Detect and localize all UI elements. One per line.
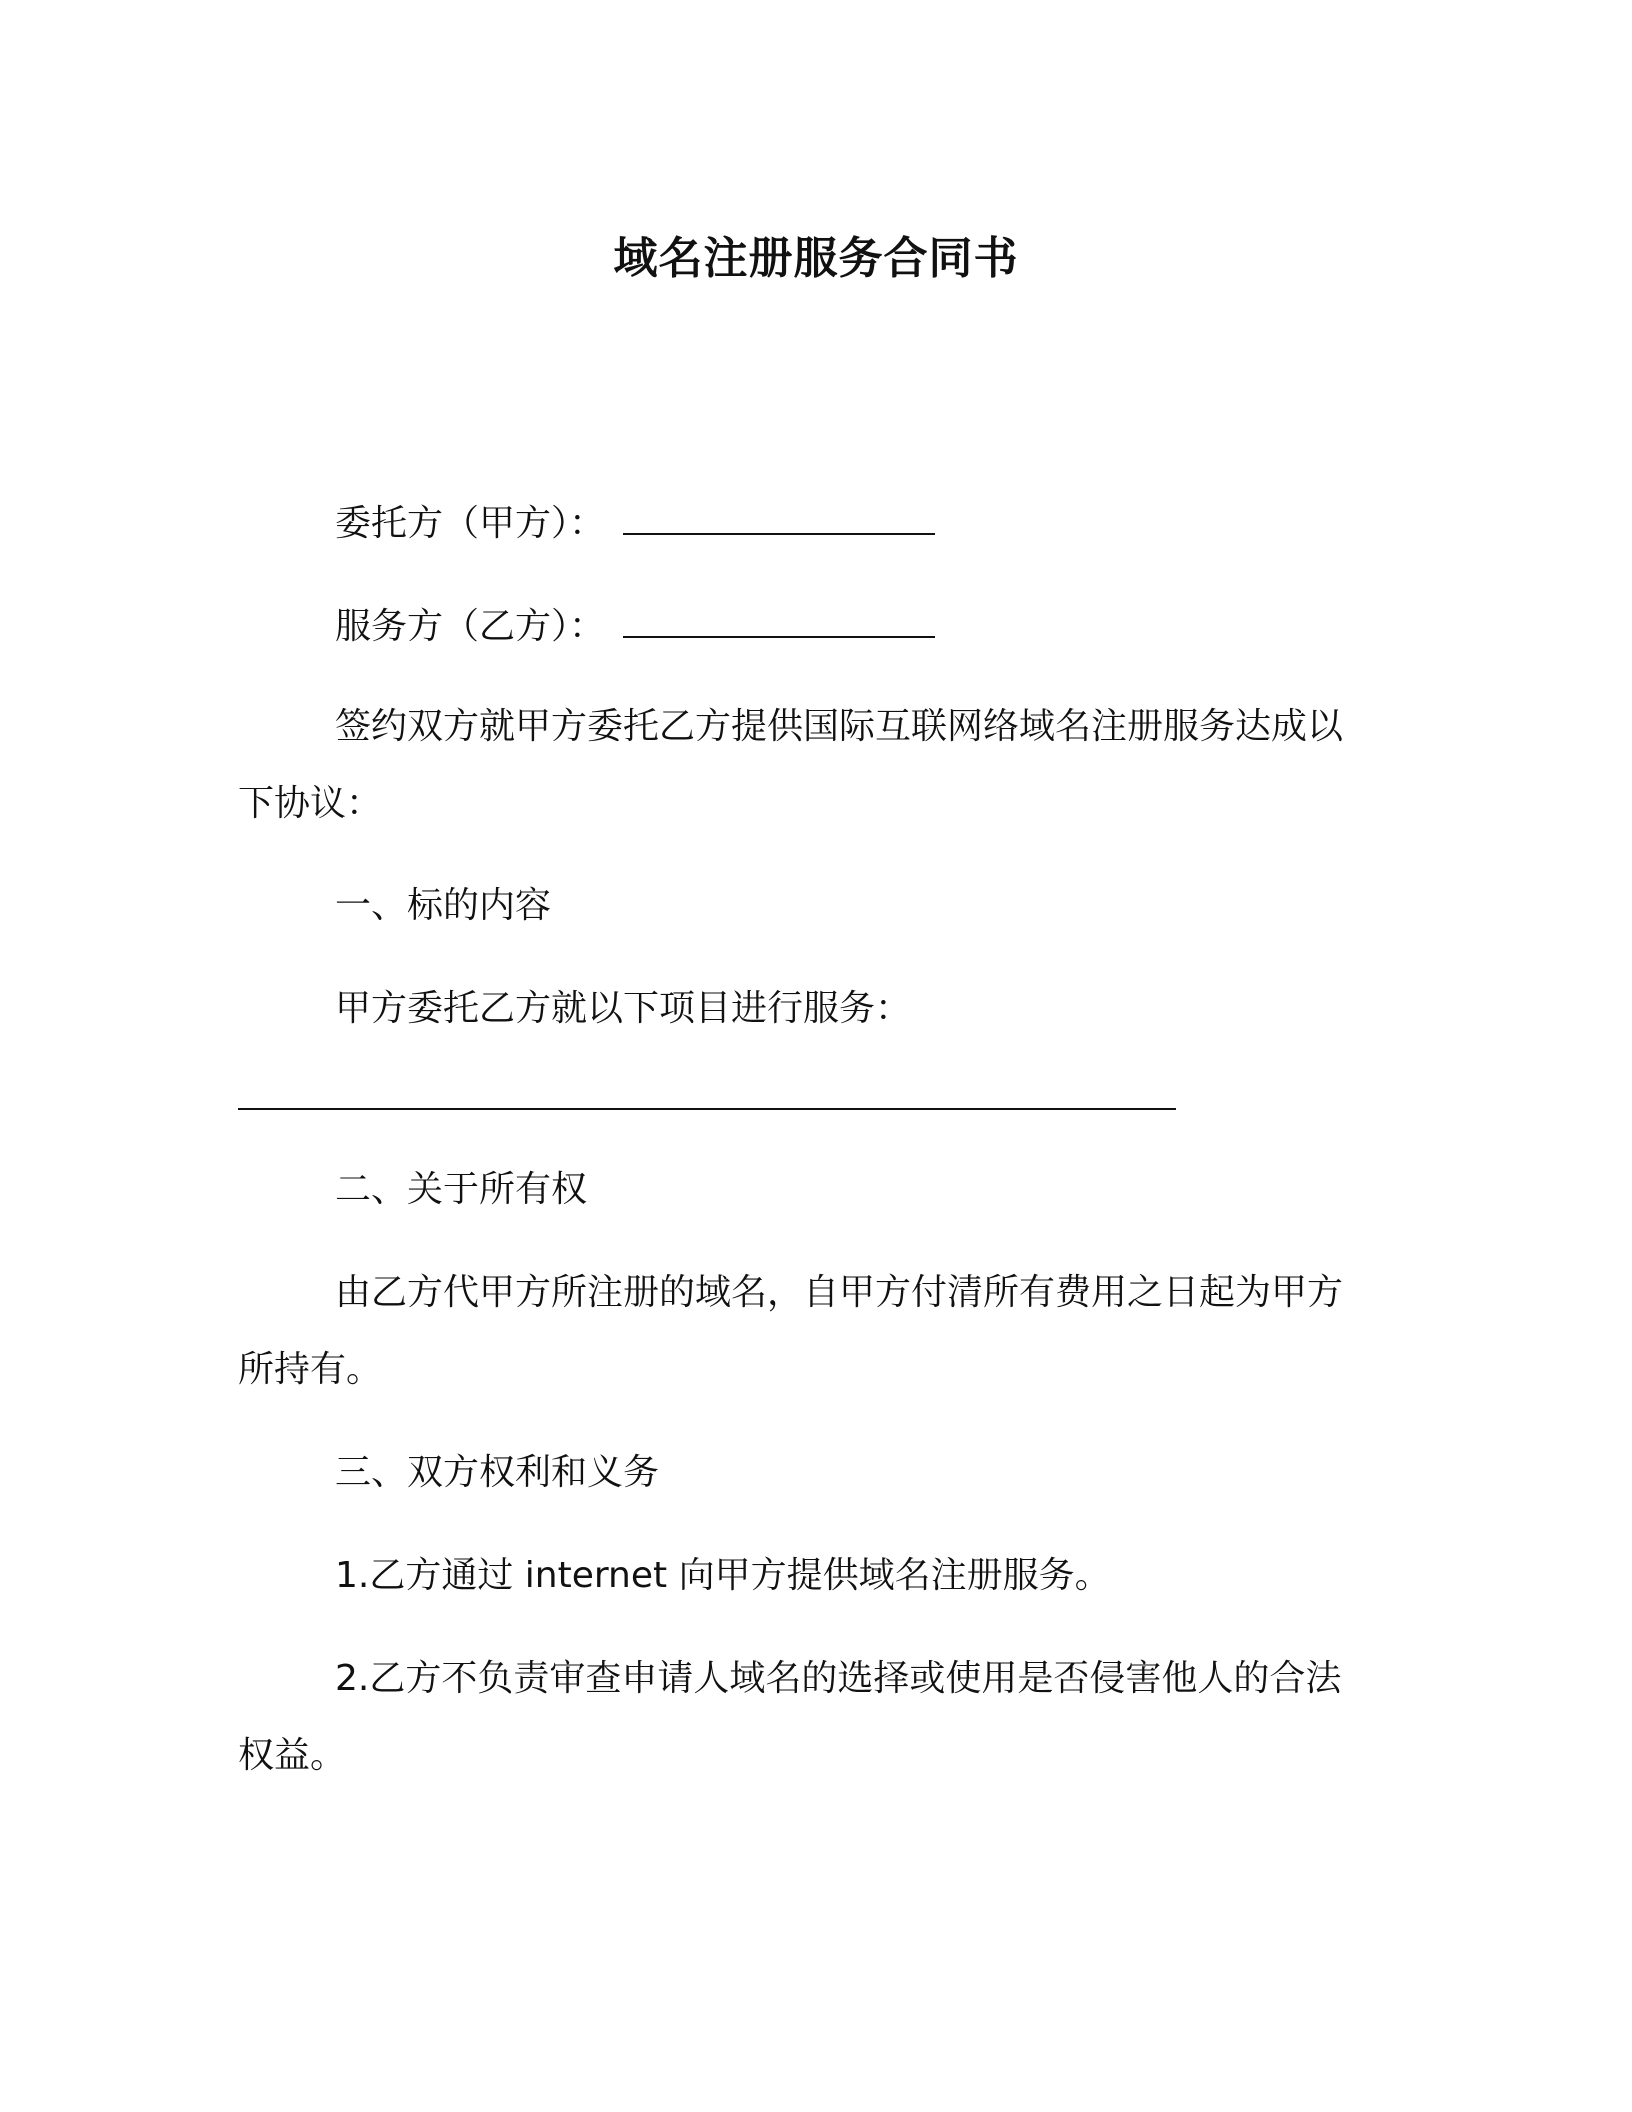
section-2-heading: 二、关于所有权: [335, 1169, 588, 1210]
party-b-label: 服务方（乙方）：: [335, 606, 606, 647]
section-1-text: 甲方委托乙方就以下项目进行服务：: [335, 988, 912, 1029]
section-1-heading: 一、标的内容: [335, 885, 552, 926]
section-3-item-1: 1.乙方通过 internet 向甲方提供域名注册服务。: [335, 1555, 1111, 1596]
section-2-text-line-2: 所持有。: [238, 1349, 383, 1390]
document-title: 域名注册服务合同书: [613, 233, 1019, 284]
section-3-heading: 三、双方权利和义务: [335, 1452, 660, 1493]
party-b-line: [335, 600, 935, 651]
party-b-blank: [623, 600, 935, 638]
preamble-line-2: 下协议：: [238, 783, 383, 824]
section-2-text-line-1: 由乙方代甲方所注册的域名，自甲方付清所有费用之日起为甲方: [335, 1272, 1344, 1313]
preamble-line-1: 签约双方就甲方委托乙方提供国际互联网络域名注册服务达成以: [335, 706, 1344, 747]
party-a-label: 委托方（甲方）：: [335, 503, 606, 544]
party-a-line: [335, 497, 935, 548]
service-items-blank: [238, 1108, 1176, 1110]
party-a-blank: [623, 497, 935, 535]
section-3-item-2-line-1: 2.乙方不负责审查申请人域名的选择或使用是否侵害他人的合法: [335, 1658, 1342, 1699]
section-3-item-2-line-2: 权益。: [238, 1735, 347, 1776]
